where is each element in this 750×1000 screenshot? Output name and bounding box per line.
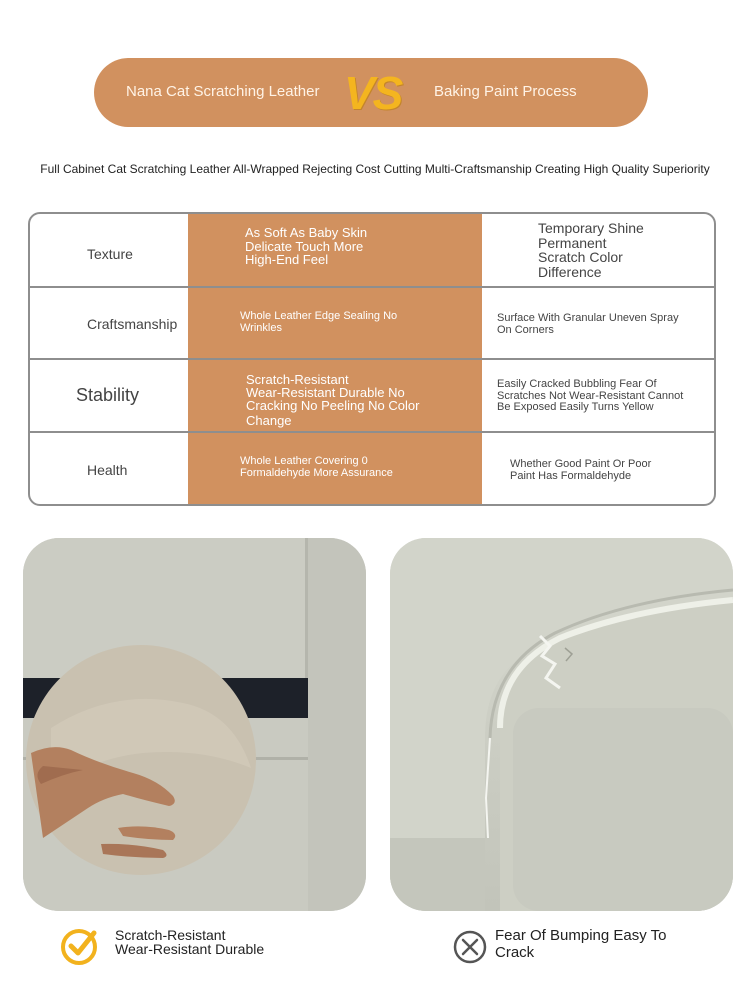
- leather-verdict: Scratch-Resistant Wear-Resistant Durable: [115, 927, 265, 957]
- comparison-table: [28, 212, 716, 506]
- stability-paint-text: Easily Cracked Bubbling Fear Of Scratches Not Wear-Resistant Cannot Be Exposed Easily Turns Yellow: [497, 378, 684, 414]
- row-label-stability: Stability: [76, 385, 140, 405]
- stability-leather-text: Scratch-Resistant Wear-Resistant Durable No Cracking No Peeling No Color Change: [246, 372, 420, 428]
- texture-leather-text: As Soft As Baby Skin Delicate Touch More High-End Feel: [245, 225, 368, 268]
- health-leather-text: Whole Leather Covering 0 Formaldehyde More Assurance: [240, 455, 393, 479]
- row-label-craftsmanship: Craftsmanship: [87, 316, 178, 332]
- row-divider: [30, 286, 714, 288]
- paint-header-label: Baking Paint Process: [434, 83, 577, 100]
- subtitle: Full Cabinet Cat Scratching Leather All-Wrapped Rejecting Cost Cutting Multi-Craftsmanship Creating High Quality Superiority: [40, 162, 710, 176]
- row-divider: [30, 358, 714, 360]
- leather-cabinet-photo: [23, 538, 366, 911]
- leather-header-label: Nana Cat Scratching Leather: [126, 83, 320, 100]
- craftsmanship-paint-text: Surface With Granular Uneven Spray On Corners: [497, 312, 679, 336]
- cross-icon: [452, 929, 488, 965]
- row-label-texture: Texture: [87, 246, 133, 262]
- row-label-health: Health: [87, 462, 128, 478]
- paint-verdict: Fear Of Bumping Easy To Crack: [495, 927, 667, 961]
- row-divider: [30, 431, 714, 433]
- texture-paint-text: Temporary Shine Permanent Scratch Color Difference: [538, 220, 644, 281]
- painted-cabinet-photo: [390, 538, 733, 911]
- check-icon: [60, 927, 100, 967]
- craftsmanship-leather-text: Whole Leather Edge Sealing No Wrinkles: [240, 310, 398, 334]
- health-paint-text: Whether Good Paint Or Poor Paint Has Formaldehyde: [510, 458, 652, 482]
- vs-label: VS: [344, 67, 402, 119]
- comparison-header-pill: [94, 58, 648, 127]
